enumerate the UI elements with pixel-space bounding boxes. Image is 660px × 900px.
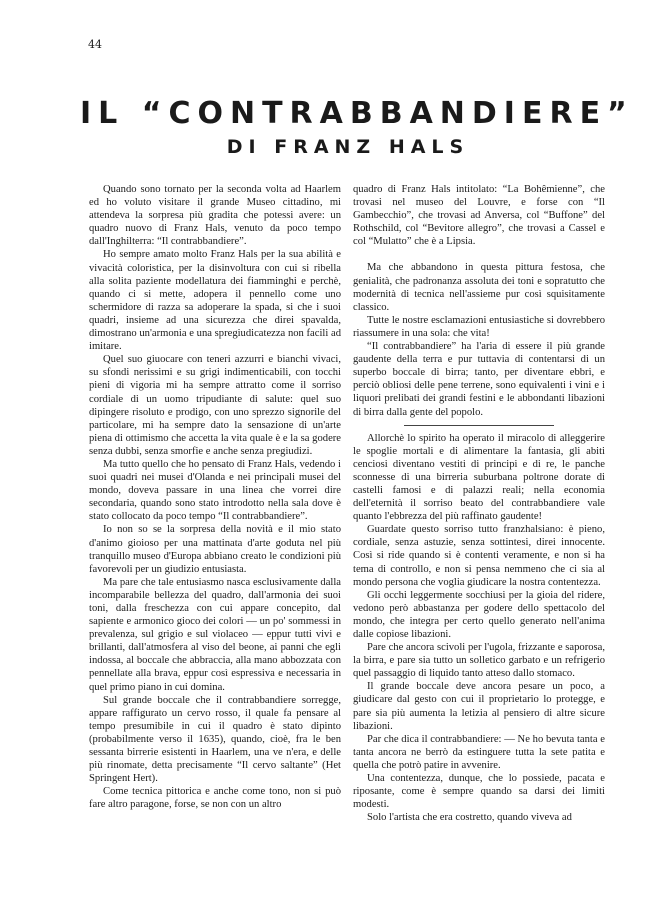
- paragraph: Io non so se la sorpresa della novità e il mio stato d'animo gioioso per una mattinata d'arte goduta nel più tranquillo museo d'Europa abbiano creato le condizioni più favorevoli per un giudizio entusiasta.: [89, 524, 341, 575]
- page-number: 44: [88, 38, 102, 51]
- paragraph: Ma che abbandono in questa pittura festosa, che genialità, che padronanza assoluta dei toni e sopratutto che modernità di tecnica nell'assieme pur così squisitamente classico.: [353, 262, 605, 313]
- paragraph: Par che dica il contrabbandiere: — Ne ho bevuta tanta e tanta ancora ne berrò da estinguere tutta la sete patita e quella che potrò patire in avvenire.: [353, 733, 605, 771]
- paragraph: Una contentezza, dunque, che lo possiede, pacata e riposante, come è sempre quando sa darsi dei limiti modesti.: [353, 773, 605, 811]
- paragraph: Allorchè lo spirito ha operato il miracolo di alleggerire le spoglie mortali e di alimentare la fantasia, gli abiti cenciosi diventano vestiti di principi e di re, le panche sconnesse di una birreria suburbana poltrone dorate di castelli famosi e di palazzi reali; nella economia dell'eternità il sorriso beato del contrabbandiere vale quanto l'ebbrezza del più raffinato gaudente!: [353, 432, 605, 523]
- paragraph: Sul grande boccale che il contrabbandiere sorregge, appare raffigurato un cervo rosso, il quale fa pensare al tempo presumibile in cui il quadro è stato dipinto (probabilmente verso il 1635), quando, cioè, fra le ben sessanta birrerie esistenti in Haarlem, una ve n'era, e delle più rinomate, detta precisamente “Il cervo saltante” (Het Springent Hert).: [89, 694, 341, 785]
- paragraph: Ma pare che tale entusiasmo nasca esclusivamente dalla incomparabile bellezza del quadro, dall'armonia dei suoi toni, dalla freschezza con cui appare concepito, dal sapiente e armonico gioco dei colori — un po' sommessi in prevalenza, sul grigio e sul violaceo — eppur tutti vivi e brillanti, dall'atmosfera al viso del beone, ai panni che egli indossa, al boccale che abbraccia, alla mano abbozzata con pennellate alla brava, eppur così espressiva e necessaria in quel primo piano in cui domina.: [89, 576, 341, 693]
- left-column: [89, 183, 341, 812]
- paragraph: Pare che ancora scivoli per l'ugola, frizzante e saporosa, la birra, e pare sia tutto un solletico garbato e un refrigerio quel passaggio di liquido tanto atteso dallo stomaco.: [353, 642, 605, 680]
- paragraph: Solo l'artista che era costretto, quando viveva ad: [367, 812, 572, 824]
- paragraph-continued: quadro di Franz Hals intitolato: “La Bohêmienne”, che trovasi nel museo del Louvre, e forse con “Il Gambecchio”, che trovasi ad Anversa, col “Buffone” del Rothschild, col “Bevitore allegro”, che trovasi a Cassel e col “Mulatto” che è a Lipsia.: [353, 184, 605, 248]
- paragraph: Ma tutto quello che ho pensato di Franz Hals, vedendo i suoi quadri nei musei d'Olanda e nei principali musei del mondo, doveva passare in una linea che vorrei dire secondaria, quando sono stato introdotto nella sala dove è stato collocato da poco tempo “Il contrabbandiere”.: [89, 458, 341, 523]
- paragraph: Guardate questo sorriso tutto franzhalsiano: è pieno, cordiale, senza astuzie, senza sottintesi, direi innocente. Così si ride quando si è contenti veramente, e non si ha tema di controllo, e non si pensa nemmeno che ci sia al mondo persona che voglia giudicare la nostra contentezza.: [353, 524, 605, 588]
- right-column: [353, 183, 605, 824]
- paragraph: Gli occhi leggermente socchiusi per la gioia del ridere, vedono però abbastanza per godere dello spettacolo del mondo, che integra per certo quello generato nell'anima dalle copiose libazioni.: [353, 589, 605, 640]
- paragraph: Tutte le nostre esclamazioni entusiastiche si dovrebbero riassumere in una sola: che vita!: [353, 314, 605, 339]
- paragraph: Quel suo giuocare con teneri azzurri e bianchi vivaci, su sfondi nerissimi e su grigi indimenticabili, con tocchi pieni di vigoria mi ha sempre attratto come il sorriso cordiale di un uomo tripudiante di salute: quel suo dipingere risoluto e prodigo, con uno sprezzo signorile del particolare, mi ha sempre dato la sensazione di un'arte piena di ottimismo che accetta la vita quale è e la sa godere senza dubbi, senza smorfie e anche senza pregiudizi.: [89, 354, 341, 457]
- paragraph: Come tecnica pittorica e anche come tono, non si può fare altro paragone, forse, se non con un altro: [89, 786, 341, 811]
- article-title: IL “CONTRABBANDIERE”: [80, 96, 634, 131]
- article-subtitle: DI FRANZ HALS: [226, 136, 470, 158]
- section-divider: [404, 425, 554, 426]
- paragraph: Ho sempre amato molto Franz Hals per la sua abilità e vivacità coloristica, per la disinvoltura con cui si ribella alla solita paziente modellatura dei fiamminghi e perchè, quando ci si mette, adopera il pennello come uno schermidore di razza sa adoperare la spada, si che i suoi quadri, insieme ad una sicurezza che direi spavalda, dimostrano un'armonia e una spregiudicatezza non facili ad imitare.: [89, 249, 341, 353]
- paragraph: Il grande boccale deve ancora pesare un poco, a giudicare dal gesto con cui il proprietario lo protegge, e pare sia più aumenta la letizia al pensiero di altre sicure libazioni.: [353, 681, 605, 732]
- paragraph: “Il contrabbandiere” ha l'aria di essere il più grande gaudente della terra e pur tuttavia di contentarsi di un superbo boccale di birra; tanto, per diventare ebbri, e perciò obliosi delle pene terrene, sono equivalenti i vini e i liquori prelibati dei grandi festini e le abbondanti libazioni di birra dalla gente del popolo.: [353, 341, 605, 418]
- paragraph: Quando sono tornato per la seconda volta ad Haarlem ed ho voluto visitare il grande Museo cittadino, mi attendeva la sorpresa più gradita che potessi avere: un quadro nuovo di Franz Hals, venuto da poco tempo dall'Inghilterra: “Il contrabbandiere”.: [89, 184, 341, 248]
